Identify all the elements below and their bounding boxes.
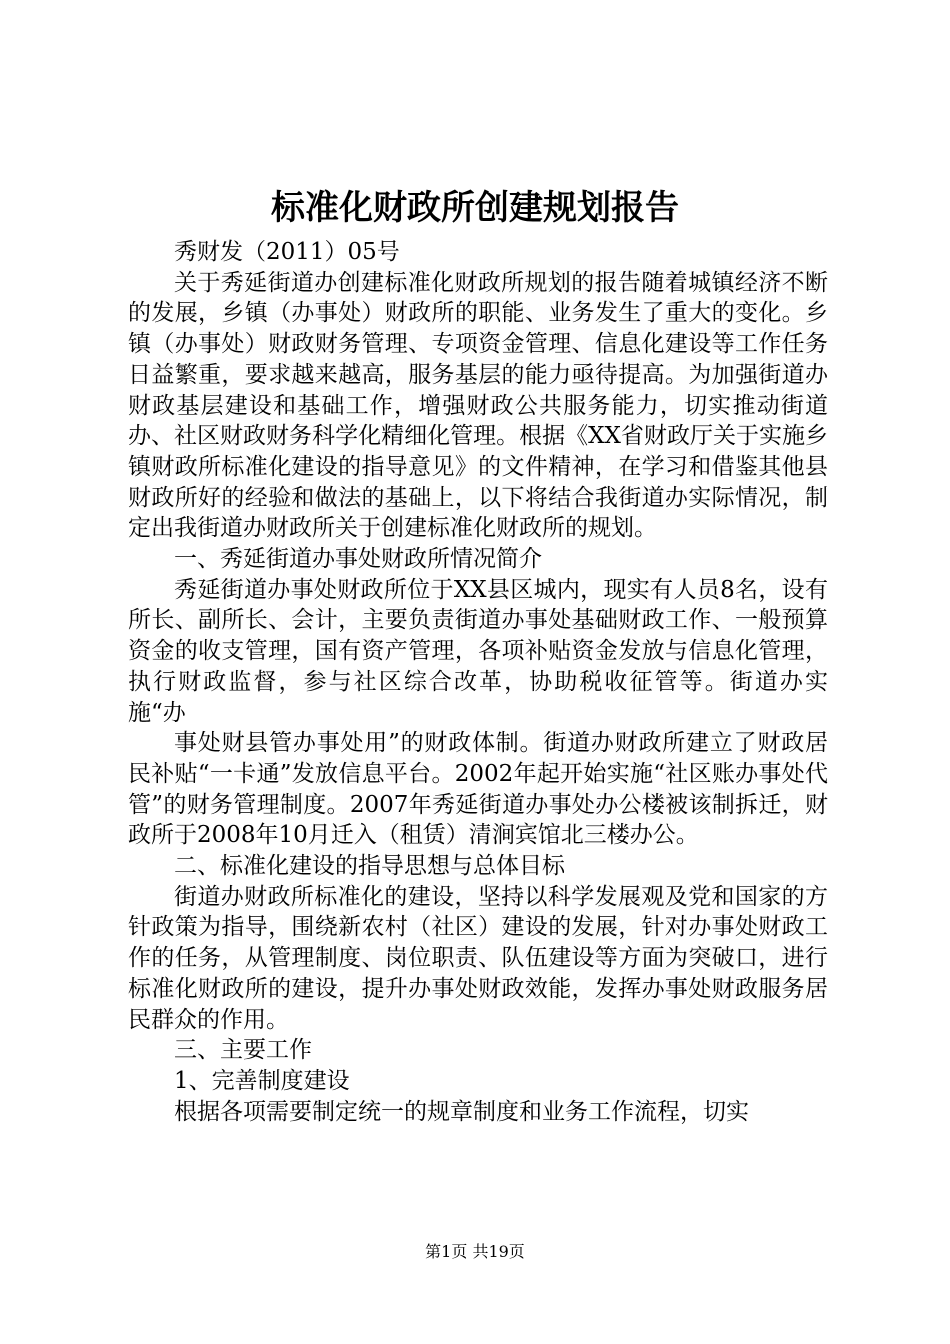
paragraph-overview: 秀延街道办事处财政所位于XX县区城内，现实有人员8名，设有所长、副所长、会计，主要负责街道办事处基础财政工作、一般预算资金的收支管理，国有资产管理，各项补贴资金发放与信息化管理，执行财政监督，参与社区综合改革，协助税收征管等。街道办实施“办 bbox=[128, 576, 828, 726]
subsection-heading-1: 1、完善制度建设 bbox=[174, 1067, 350, 1094]
section-heading-3: 三、主要工作 bbox=[174, 1037, 312, 1064]
page-footer: 第1页 共19页 bbox=[425, 1242, 525, 1261]
document-number: 秀财发（2011）05号 bbox=[174, 239, 400, 265]
paragraph-intro: 关于秀延街道办创建标准化财政所规划的报告随着城镇经济不断的发展，乡镇（办事处）财政所的职能、业务发生了重大的变化。乡镇（办事处）财政财务管理、专项资金管理、信息化建设等工作任务日益繁重，要求越来越高，服务基层的能力亟待提高。为加强街道办财政基层建设和基础工作，增强财政公共服务能力，切实推动街道办、社区财政财务科学化精细化管理。根据《XX省财政厅关于实施乡镇财政所标准化建设的指导意见》的文件精神，在学习和借鉴其他县财政所好的经验和做法的基础上，以下将结合我街道办实际情况，制定出我街道办财政所关于创建标准化财政所的规划。 bbox=[128, 269, 828, 542]
document-title: 标准化财政所创建规划报告 bbox=[271, 188, 679, 228]
paragraph-guiding-ideology: 街道办财政所标准化的建设，坚持以科学发展观及党和国家的方针政策为指导，围绕新农村（社区）建设的发展，针对办事处财政工作的任务，从管理制度、岗位职责、队伍建设等方面为突破口，进行标准化财政所的建设，提升办事处财政效能，发挥办事处财政服务居民群众的作用。 bbox=[128, 883, 828, 1033]
document-body bbox=[128, 237, 828, 1127]
paragraph-system-building: 根据各项需要制定统一的规章制度和业务工作流程，切实 bbox=[174, 1098, 749, 1125]
paragraph-overview-continued: 事处财县管办事处用”的财政体制。街道办财政所建立了财政居民补贴“一卡通”发放信息平台。2002年起开始实施“社区账办事处代管”的财务管理制度。2007年秀延街道办事处办公楼被该制拆迁，财政所于2008年10月迁入（租赁）清涧宾馆北三楼办公。 bbox=[128, 730, 828, 849]
section-heading-1: 一、秀延街道办事处财政所情况简介 bbox=[174, 546, 542, 573]
section-heading-2: 二、标准化建设的指导思想与总体目标 bbox=[174, 853, 565, 880]
